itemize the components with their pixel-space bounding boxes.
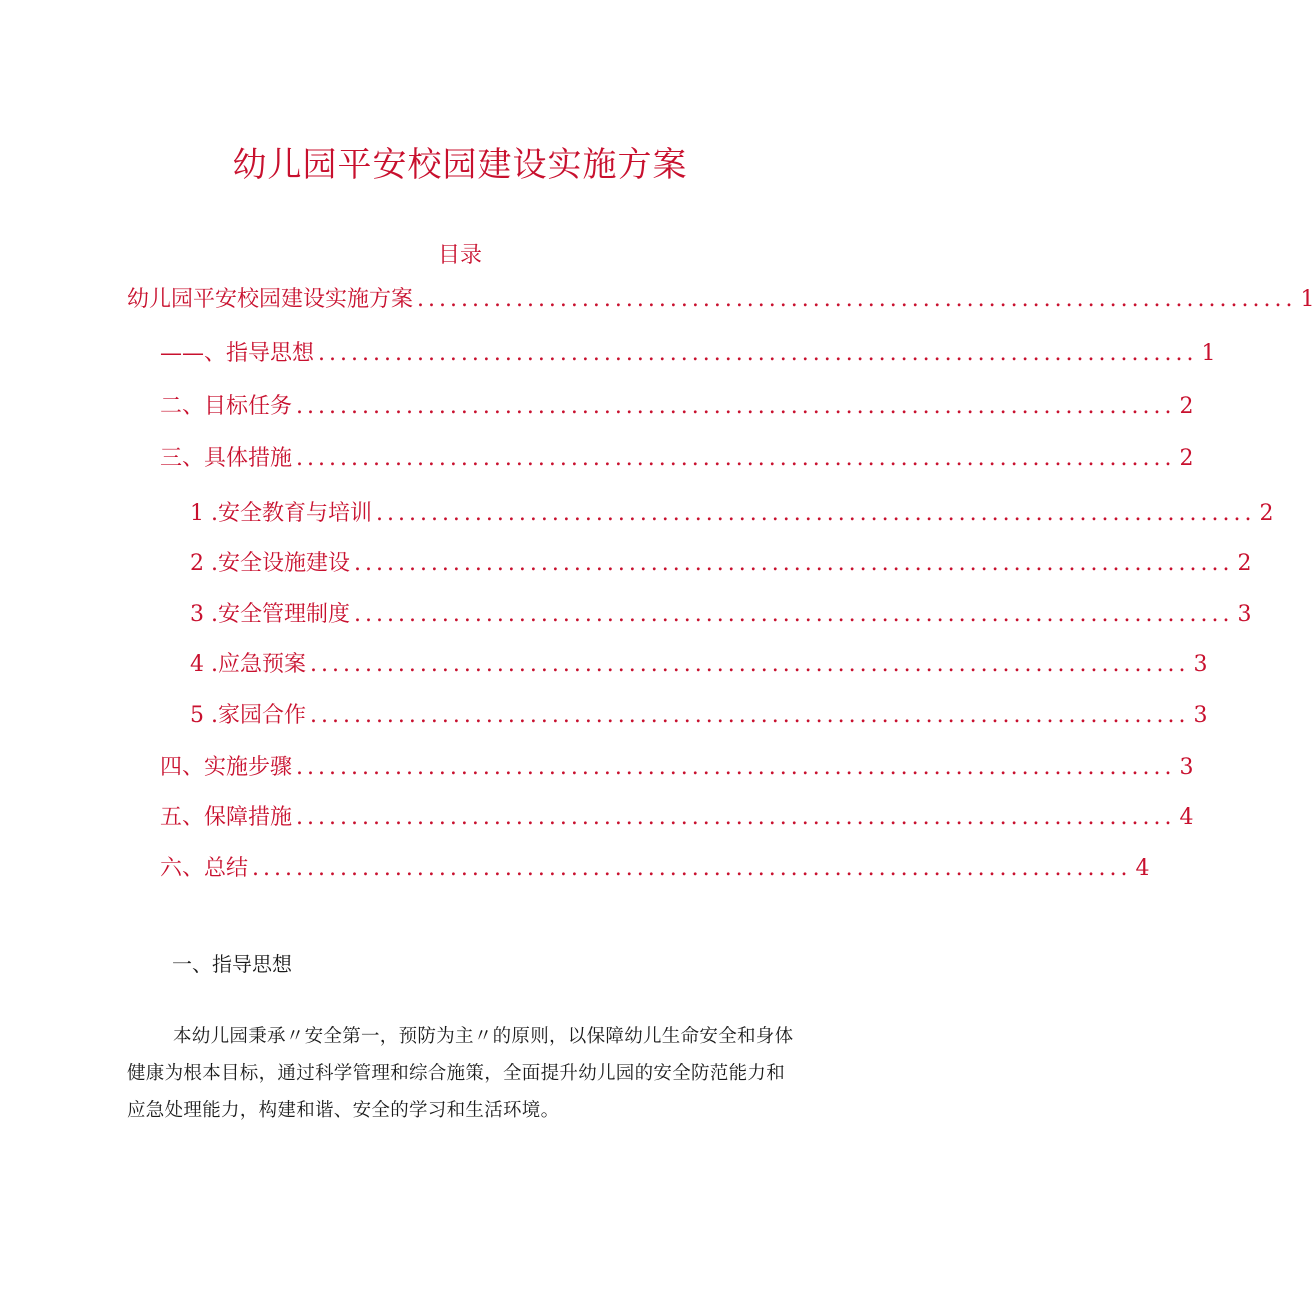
toc-entry-guarantees[interactable]	[160, 803, 1194, 833]
toc-leader-dots: ................................................................................	[296, 805, 1176, 830]
toc-entry-page: 3	[1237, 602, 1252, 627]
toc-entry-title[interactable]	[127, 285, 1314, 315]
toc-leader-dots: ................................................................................	[417, 287, 1297, 312]
toc-leader-dots: ................................................................................	[309, 652, 1190, 677]
toc-leader-dots: ................................................................................	[296, 446, 1176, 471]
toc-entry-label: 四、实施步骤	[160, 755, 293, 780]
toc-leader-dots: ................................................................................	[252, 856, 1132, 881]
section-heading: 一、指导思想	[172, 952, 292, 976]
toc-entry-summary[interactable]	[160, 854, 1150, 884]
toc-entry-safety-education[interactable]	[190, 499, 1274, 529]
toc-entry-page: 1	[1300, 287, 1314, 312]
toc-entry-page: 4	[1179, 805, 1194, 830]
toc-entry-page: 3	[1193, 703, 1208, 728]
toc-entry-safety-facilities[interactable]	[190, 549, 1252, 579]
toc-entry-page: 3	[1179, 755, 1194, 780]
toc-entry-page: 2	[1237, 551, 1252, 576]
body-paragraph: 本幼儿园秉承〃安全第一，预防为主〃的原则，以保障幼儿生命安全和身体健康为根本目标，通过科学管理和综合施策，全面提升幼儿园的安全防范能力和应急处理能力，构建和谐、安全的学习和生活环境。	[127, 1026, 794, 1121]
toc-entry-label: 幼儿园平安校园建设实施方案	[127, 287, 414, 312]
toc-entry-measures[interactable]	[160, 444, 1194, 474]
document-title: 幼儿园平安校园建设实施方案	[232, 145, 688, 185]
toc-entry-page: 3	[1193, 652, 1208, 677]
toc-entry-page: 2	[1259, 501, 1274, 526]
toc-leader-dots: ................................................................................	[296, 394, 1176, 419]
toc-entry-guiding-ideology[interactable]	[160, 339, 1216, 369]
toc-leader-dots: ................................................................................	[375, 501, 1256, 526]
toc-heading: 目录	[437, 243, 482, 268]
toc-entry-label: 五、保障措施	[160, 805, 293, 830]
toc-entry-steps[interactable]	[160, 753, 1194, 783]
toc-entry-home-school[interactable]	[190, 701, 1208, 731]
toc-entry-page: 1	[1201, 341, 1216, 366]
toc-leader-dots: ................................................................................	[309, 703, 1190, 728]
toc-leader-dots: ................................................................................	[353, 551, 1234, 576]
toc-entry-page: 2	[1179, 446, 1194, 471]
toc-entry-label: 六、总结	[160, 856, 249, 881]
toc-entry-label: 2 .安全设施建设	[190, 551, 350, 576]
toc-entry-label: 3 .安全管理制度	[190, 602, 350, 627]
toc-entry-page: 2	[1179, 394, 1194, 419]
toc-entry-page: 4	[1135, 856, 1150, 881]
toc-entry-label: 三、具体措施	[160, 446, 293, 471]
toc-entry-goals[interactable]	[160, 392, 1194, 422]
toc-entry-label: 二、目标任务	[160, 394, 293, 419]
toc-entry-safety-management[interactable]	[190, 600, 1252, 630]
toc-leader-dots: ................................................................................	[296, 755, 1176, 780]
toc-entry-label: 1 .安全教育与培训	[190, 501, 372, 526]
toc-leader-dots: ................................................................................	[353, 602, 1234, 627]
toc-entry-emergency-plan[interactable]	[190, 650, 1208, 680]
toc-entry-label: ——、指导思想	[160, 341, 315, 366]
toc-entry-label: 4 .应急预案	[190, 652, 306, 677]
toc-leader-dots: ................................................................................	[318, 341, 1198, 366]
toc-entry-label: 5 .家园合作	[190, 703, 306, 728]
